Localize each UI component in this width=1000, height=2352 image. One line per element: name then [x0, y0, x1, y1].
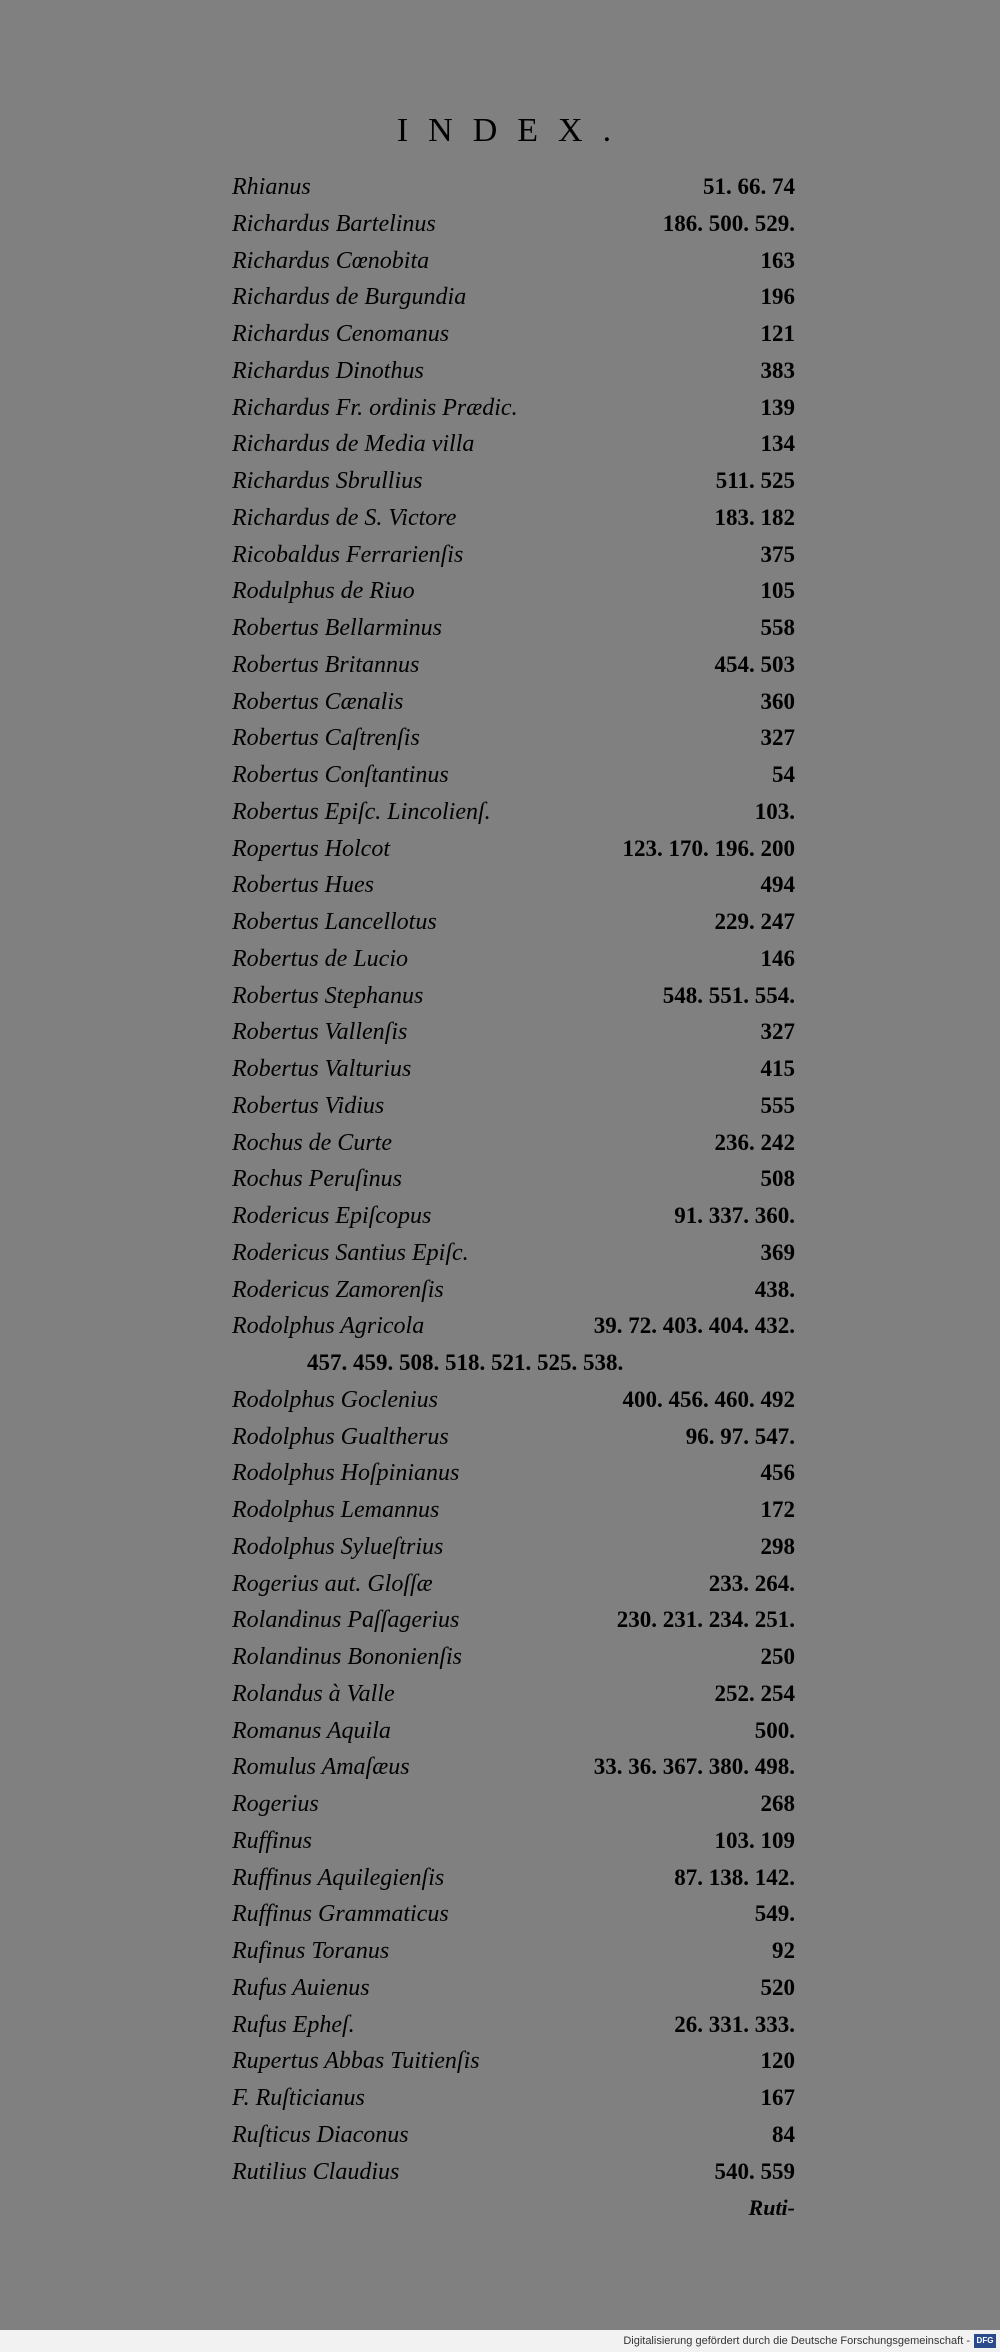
index-entry [232, 1786, 795, 1823]
index-entry [232, 1860, 795, 1897]
entry-name: Rodolphus Gualtherus [232, 1423, 449, 1450]
entry-pages: 172 [760, 1497, 795, 1522]
entry-name: Robertus Conſtantinus [232, 762, 449, 788]
entry-pages: 39. 72. 403. 404. 432. [593, 1313, 795, 1339]
entry-pages: 146 [760, 945, 795, 971]
entry-pages: 92 [772, 1938, 795, 1963]
entry-pages: 548. 551. 554. [662, 982, 795, 1008]
entry-pages: 233. 264. [708, 1570, 795, 1596]
index-entry [232, 941, 795, 978]
entry-pages: 96. 97. 547. [685, 1423, 795, 1449]
index-entry [232, 978, 795, 1015]
entry-pages: 120 [760, 2048, 795, 2074]
dfg-logo-icon: DFG [974, 2334, 996, 2348]
entry-name: Rodolphus Goclenius [232, 1386, 438, 1413]
entry-name: Rochus Peruſinus [232, 1166, 402, 1193]
index-entry [232, 720, 795, 757]
index-entry [232, 426, 795, 463]
entry-pages: 360 [760, 688, 795, 714]
entry-pages: 26. 331. 333. [674, 2011, 795, 2037]
entry-name: Rodulphus de Riuo [232, 578, 415, 605]
entry-pages-continued: 457. 459. 508. 518. 521. 525. 538. [307, 1350, 624, 1375]
index-entry [232, 279, 795, 316]
entry-name: F. Ruſticianus [232, 2085, 365, 2111]
index-entry [232, 1272, 795, 1309]
entry-pages: 87. 138. 142. [674, 1864, 795, 1890]
entry-name: Richardus Sbrullius [232, 468, 423, 494]
index-entry [232, 537, 795, 574]
entry-pages: 494 [760, 872, 795, 898]
index-entry [232, 2043, 795, 2080]
entry-name: Robertus de Lucio [232, 945, 408, 972]
index-entry [232, 1014, 795, 1051]
entry-name: Rupertus Abbas Tuitienſis [232, 2048, 480, 2075]
entry-name: Rufus Epheſ. [232, 2011, 355, 2038]
entry-pages: 183. 182 [714, 504, 795, 530]
index-entry [232, 1970, 795, 2007]
entry-name: Robertus Valturius [232, 1056, 412, 1082]
entry-name: Rhianus [232, 174, 311, 200]
entry-pages: 103. [754, 798, 795, 824]
index-entry [232, 831, 795, 868]
entry-pages: 250 [760, 1644, 795, 1669]
entry-pages: 84 [772, 2121, 795, 2147]
entry-name: Richardus Dinothus [232, 357, 424, 384]
index-entry [232, 867, 795, 904]
entry-name: Robertus Epiſc. Lincolienſ. [232, 798, 491, 825]
index-entry [232, 904, 795, 941]
entry-name: Robertus Stephanus [232, 982, 424, 1009]
index-entry [232, 1896, 795, 1933]
entry-pages: 33. 36. 367. 380. 498. [593, 1754, 795, 1780]
index-entry-continuation [232, 1345, 795, 1382]
index-entry [232, 1602, 795, 1639]
entry-pages: 415 [760, 1056, 795, 1081]
entry-name: Romanus Aquila [232, 1717, 391, 1744]
index-entry [232, 1492, 795, 1529]
page-title: INDEX. [396, 112, 632, 149]
index-entry [232, 1713, 795, 1750]
entry-name: Robertus Vidius [232, 1092, 385, 1119]
index-entry [232, 1088, 795, 1125]
entry-pages: 91. 337. 360. [674, 1203, 795, 1228]
entry-name: Rolandus à Valle [232, 1680, 395, 1707]
entry-pages: 438. [754, 1276, 795, 1302]
entry-pages: 123. 170. 196. 200 [622, 835, 795, 861]
index-entry [232, 684, 795, 721]
entry-pages: 456 [760, 1460, 795, 1486]
index-entries-list [232, 169, 795, 2190]
index-entry [232, 1198, 795, 1235]
entry-name: Rolandinus Bononienſis [232, 1644, 462, 1670]
entry-name: Robertus Britannus [232, 651, 420, 678]
index-entry [232, 2007, 795, 2044]
index-entry [232, 1676, 795, 1713]
entry-name: Rodolphus Lemannus [232, 1497, 440, 1523]
entry-name: Richardus de Media villa [232, 431, 475, 458]
entry-name: Rodericus Santius Epiſc. [232, 1239, 469, 1266]
catchword: Ruti- [748, 2195, 795, 2220]
entry-name: Robertus Lancellotus [232, 909, 437, 935]
entry-pages: 186. 500. 529. [662, 210, 795, 236]
entry-name: Rogerius [232, 1791, 319, 1817]
index-entry [232, 500, 795, 537]
entry-pages: 121 [760, 321, 795, 346]
entry-pages: 327 [760, 1019, 795, 1045]
entry-name: Rufus Auienus [232, 1974, 370, 2001]
index-entry [232, 1419, 795, 1456]
digitization-footer [0, 2330, 1000, 2352]
index-entry [232, 169, 795, 206]
entry-name: Richardus Fr. ordinis Prædic. [232, 394, 518, 421]
entry-name: Robertus Caſtrenſis [232, 725, 420, 752]
index-entry [232, 206, 795, 243]
index-entry [232, 1125, 795, 1162]
index-entry [232, 1823, 795, 1860]
entry-pages: 400. 456. 460. 492 [622, 1386, 795, 1412]
index-entry [232, 1639, 795, 1676]
entry-name: Romulus Amaſæus [232, 1754, 410, 1781]
entry-name: Rodolphus Agricola [232, 1313, 425, 1340]
entry-pages: 558 [760, 615, 795, 640]
index-entry [232, 757, 795, 794]
index-entry [232, 1161, 795, 1198]
entry-name: Rogerius aut. Gloſſæ [232, 1570, 433, 1597]
index-entry [232, 1308, 795, 1345]
entry-name: Richardus Cœnobita [232, 247, 430, 274]
entry-pages: 229. 247 [714, 909, 795, 934]
entry-name: Robertus Vallenſis [232, 1019, 408, 1046]
entry-name: Ricobaldus Ferrarienſis [232, 541, 464, 568]
entry-name: Robertus Bellarminus [232, 615, 442, 641]
entry-pages: 236. 242 [714, 1129, 795, 1155]
entry-pages: 163 [760, 247, 795, 273]
index-entry [232, 573, 795, 610]
entry-name: Rodolphus Hoſpinianus [232, 1460, 460, 1487]
entry-name: Ruſticus Diaconus [232, 2121, 409, 2148]
entry-name: Richardus de Burgundia [232, 284, 467, 311]
index-entry [232, 610, 795, 647]
entry-name: Rodericus Epiſcopus [232, 1203, 432, 1229]
entry-pages: 375 [760, 541, 795, 567]
entry-pages: 103. 109 [714, 1827, 795, 1853]
entry-pages: 54 [772, 762, 795, 787]
entry-name: Rodericus Zamorenſis [232, 1276, 444, 1303]
entry-name: Ropertus Holcot [232, 835, 390, 862]
index-entry [232, 2117, 795, 2154]
entry-name: Ruffinus Grammaticus [232, 1901, 449, 1928]
entry-pages: 555 [760, 1092, 795, 1118]
entry-name: Richardus Bartelinus [232, 210, 436, 237]
entry-pages: 520 [760, 1974, 795, 2000]
entry-pages: 508 [760, 1166, 795, 1192]
entry-name: Robertus Cænalis [232, 688, 404, 715]
entry-name: Robertus Hues [232, 872, 374, 899]
index-entry [232, 353, 795, 390]
index-entry [232, 463, 795, 500]
index-entry [232, 1749, 795, 1786]
entry-pages: 540. 559 [714, 2158, 795, 2184]
index-entry [232, 1235, 795, 1272]
index-entry [232, 647, 795, 684]
entry-pages: 298 [760, 1533, 795, 1559]
entry-pages: 167 [760, 2085, 795, 2110]
entry-pages: 268 [760, 1791, 795, 1816]
entry-name: Rolandinus Paſſagerius [232, 1607, 460, 1634]
entry-pages: 500. [754, 1717, 795, 1743]
entry-pages: 134 [760, 431, 795, 457]
index-entry [232, 316, 795, 353]
entry-name: Rufinus Toranus [232, 1938, 390, 1964]
index-entry [232, 390, 795, 427]
index-entry [232, 2080, 795, 2117]
index-entry [232, 794, 795, 831]
entry-pages: 383 [760, 357, 795, 383]
entry-name: Rochus de Curte [232, 1129, 392, 1156]
entry-pages: 230. 231. 234. 251. [616, 1607, 795, 1633]
entry-name: Ruffinus [232, 1827, 313, 1854]
index-entry [232, 1455, 795, 1492]
index-entry [232, 2154, 795, 2191]
footer-credit-text: Digitalisierung gefördert durch die Deutsche Forschungsgemeinschaft - [623, 2335, 970, 2347]
entry-pages: 511. 525 [715, 468, 795, 493]
entry-pages: 327 [760, 725, 795, 751]
index-entry [232, 243, 795, 280]
entry-pages: 105 [760, 578, 795, 604]
entry-name: Rutilius Claudius [232, 2158, 400, 2185]
entry-name: Richardus Cenomanus [232, 321, 450, 347]
entry-pages: 196 [760, 284, 795, 310]
entry-pages: 454. 503 [714, 651, 795, 677]
entry-pages: 252. 254 [714, 1680, 795, 1706]
index-entry [232, 1566, 795, 1603]
entry-name: Richardus de S. Victore [232, 504, 457, 531]
index-entry [232, 1051, 795, 1088]
index-entry [232, 1529, 795, 1566]
entry-pages: 51. 66. 74 [703, 174, 795, 199]
index-entry [232, 1382, 795, 1419]
entry-name: Ruffinus Aquilegienſis [232, 1864, 445, 1891]
entry-pages: 139 [760, 394, 795, 420]
entry-name: Rodolphus Sylueſtrius [232, 1533, 444, 1560]
entry-pages: 369 [760, 1239, 795, 1265]
entry-pages: 549. [754, 1901, 795, 1927]
index-entry [232, 1933, 795, 1970]
